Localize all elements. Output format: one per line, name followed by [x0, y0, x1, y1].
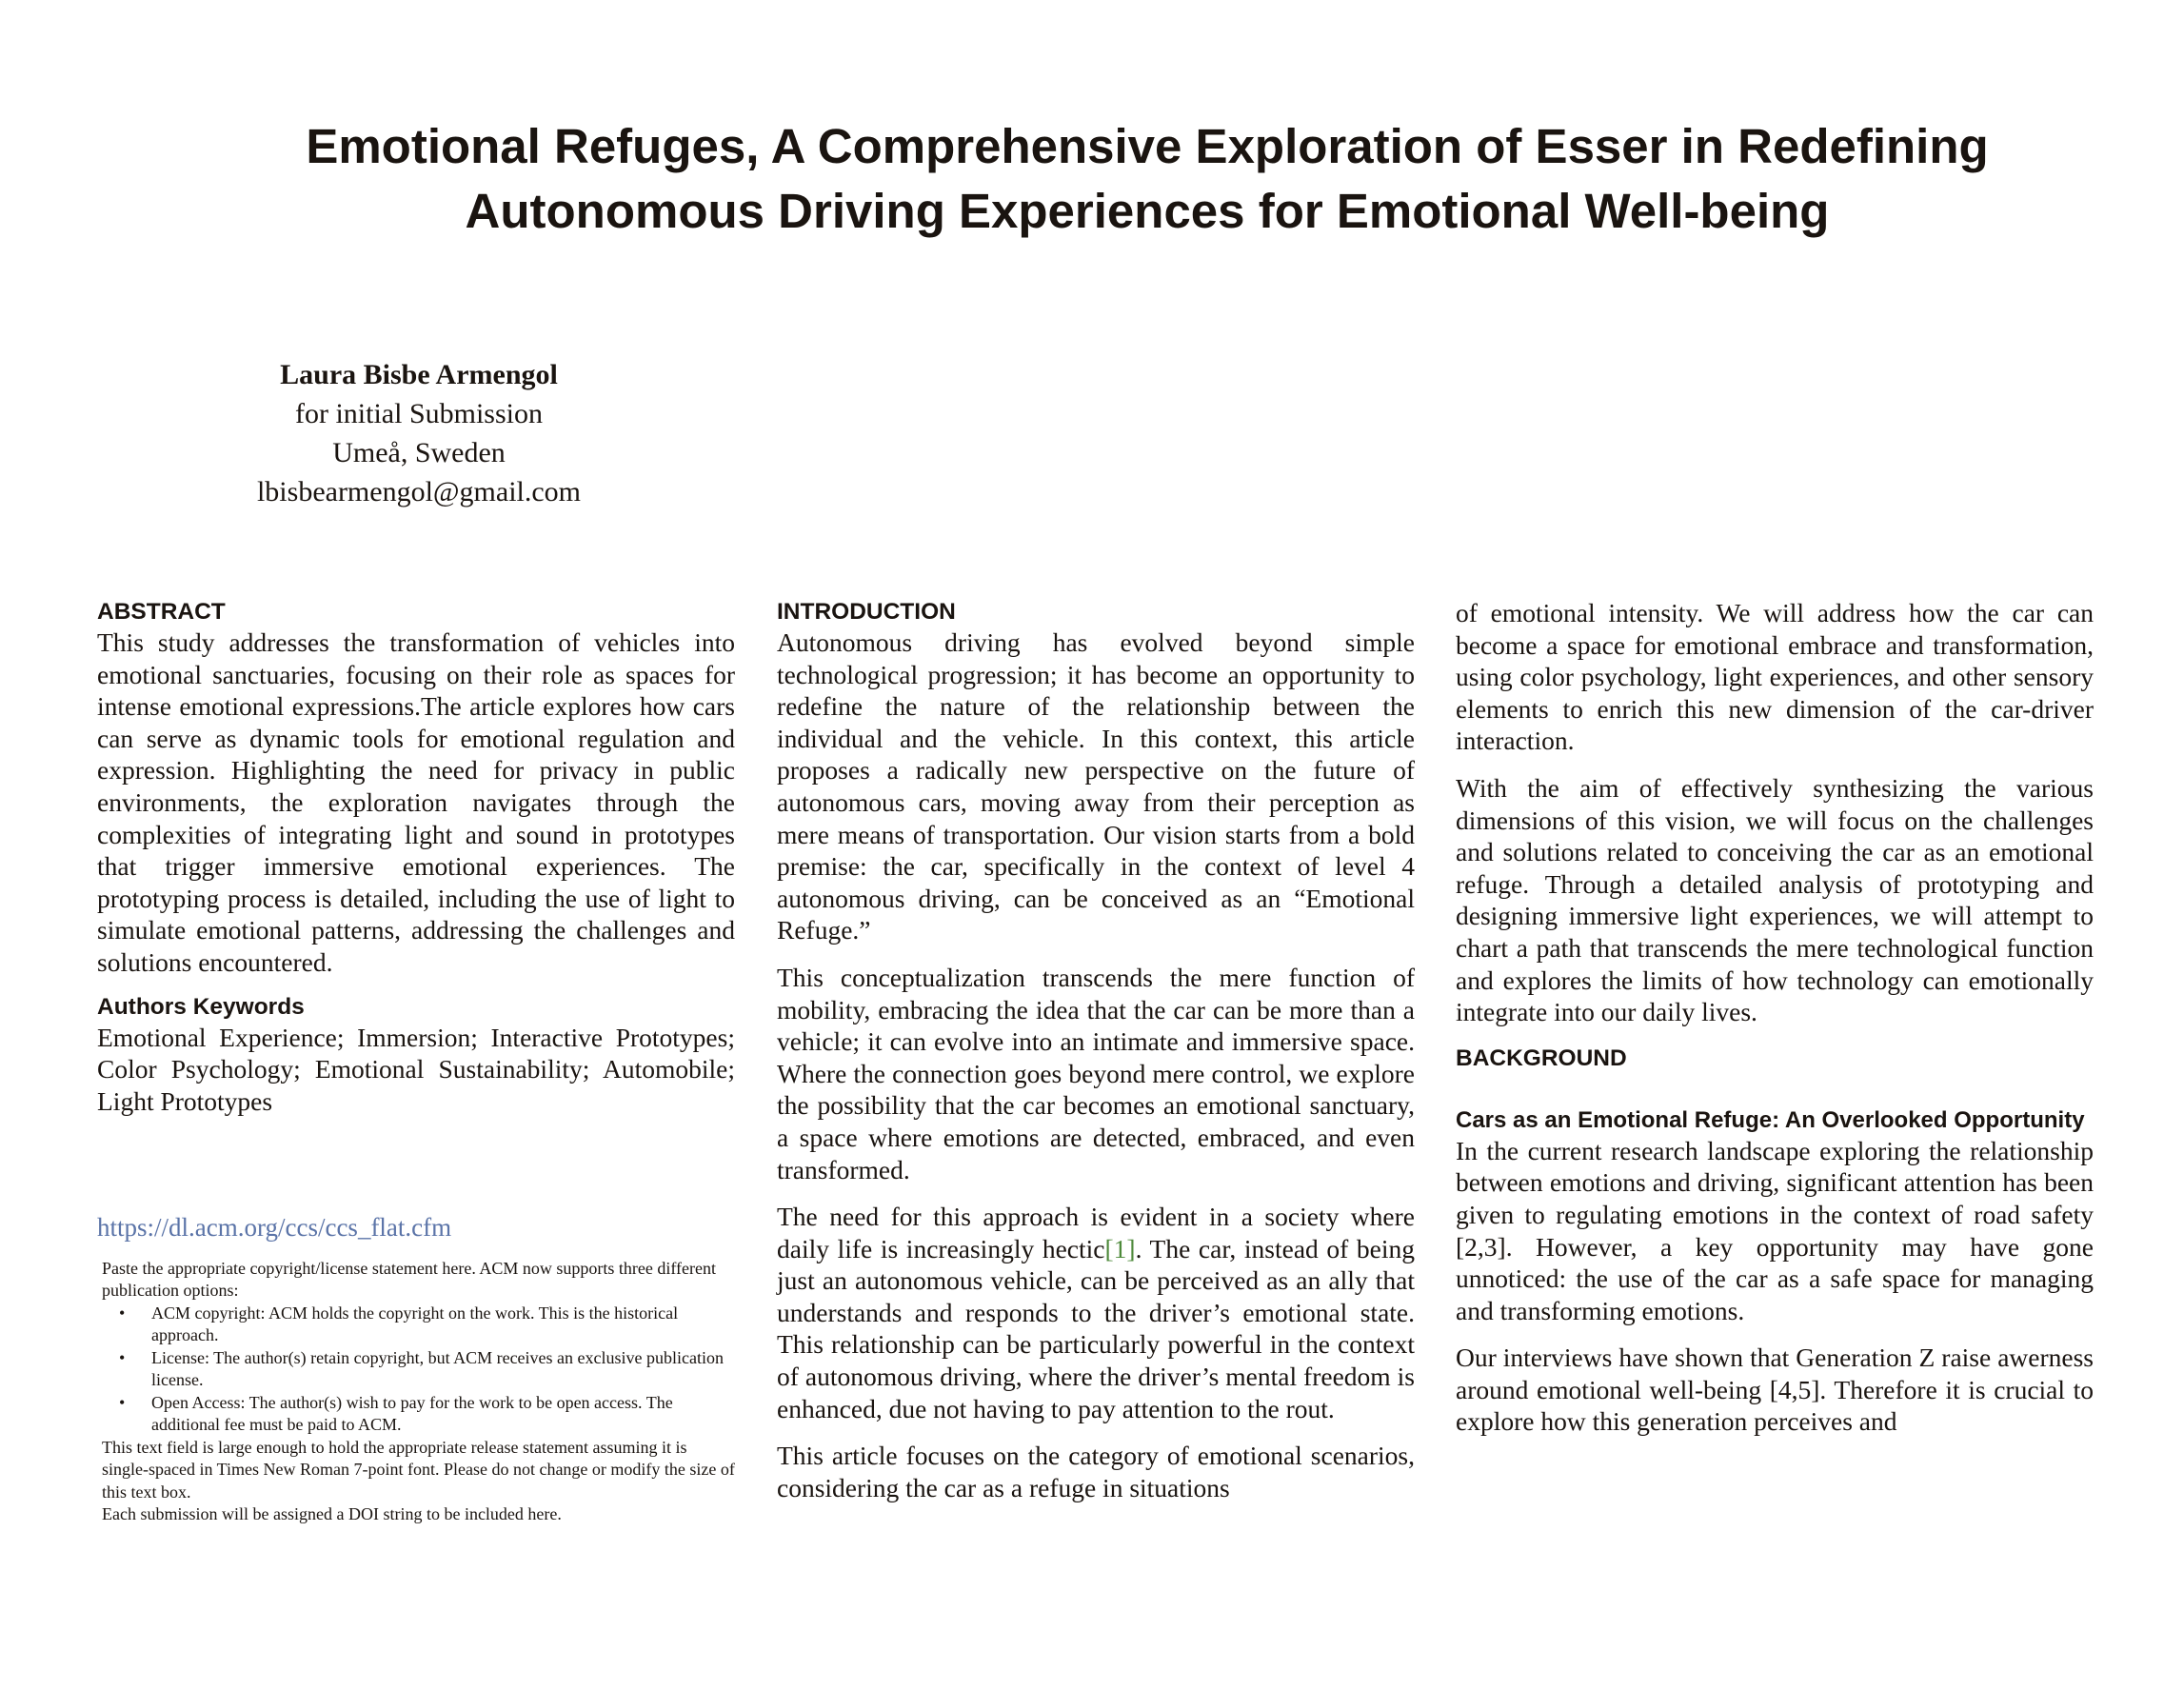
- doi-note: Each submission will be assigned a DOI string to be included here.: [102, 1504, 562, 1524]
- citation-link[interactable]: [1]: [1104, 1233, 1136, 1263]
- intro-paragraph-3: [777, 1201, 1415, 1424]
- copyright-note: This text field is large enough to hold the appropriate release statement assuming it is single-spaced in Times New Roman 7-point font. Please do not change or modify the size of this text box.: [102, 1437, 735, 1502]
- background-subheading: Cars as an Emotional Refuge: An Overlooked Opportunity: [1456, 1106, 2085, 1133]
- intro-paragraph-2: This conceptualization transcends the mere function of mobility, embracing the idea that the car can be more than a vehicle; it can evolve into an intimate and immersive space. Where the connection goes beyond mere control, we explore the possibility that the car becomes an emotional sanctuary, a space where emotions are detected, embraced, and even transformed.: [777, 962, 1415, 1184]
- title-line-1: Emotional Refuges, A Comprehensive Exploration of Esser in Redefining: [306, 119, 1989, 173]
- middle-column: [777, 597, 1415, 1503]
- intro-paragraph-3-start: The need for this approach is evident in a society where daily life is increasingly hectic: [777, 1202, 1415, 1263]
- copyright-options: [102, 1303, 735, 1437]
- intro-paragraph-3-end: . The car, instead of being just an autonomous vehicle, can be perceived as an ally that understands and responds to the driver’s emotional state. This relationship can be particularly powerful in the context of autonomous driving, where the driver’s mental freedom is enhanced, due not having to pay attention to the rout.: [777, 1233, 1416, 1423]
- copyright-box: [97, 1258, 735, 1526]
- background-paragraph-2: Our interviews have shown that Generation Z raise awerness around emotional well-being [4,5]. Therefore it is crucial to explore how this generation perceives and: [1456, 1343, 2094, 1437]
- ccs-link[interactable]: https://dl.acm.org/ccs/ccs_flat.cfm: [97, 1213, 452, 1243]
- background-heading: BACKGROUND: [1456, 1044, 1627, 1071]
- author-name: Laura Bisbe Armengol: [280, 359, 558, 390]
- author-email[interactable]: lbisbearmengol@gmail.com: [256, 476, 582, 507]
- author-block: [171, 355, 666, 511]
- abstract-text: This study addresses the transformation of vehicles into emotional sanctuaries, focusing on their role as spaces for intense emotional expressions.The article explores how cars can serve as dynamic tools for emotional regulation and expression. Highlighting the need for privacy in public environments, the exploration navigates through the complexities of integrating light and sound in prototypes that trigger immersive emotional experiences. The prototyping process is detailed, including the use of light to simulate emotional patterns, addressing the challenges and solutions encountered.: [97, 627, 735, 977]
- copyright-option: • ACM copyright: ACM holds the copyright on the work. This is the historical approach.: [151, 1303, 735, 1347]
- copyright-option: • License: The author(s) retain copyright, but ACM receives an exclusive publication license.: [151, 1347, 735, 1392]
- synthesis-paragraph: With the aim of effectively synthesizing the various dimensions of this vision, we will focus on the challenges and solutions related to conceiving the car as an emotional refuge. Through a detailed analysis of prototyping and designing immersive light experiences, we will attempt to chart a path that transcends the mere technological function and explores the limits of how technology can emotionally integrate into our daily lives.: [1456, 772, 2094, 1027]
- background-paragraph-1: In the current research landscape exploring the relationship between emotions and driving, significant attention has been given to regulating emotions in the context of road safety [2,3]. However, a key opportunity may have gone unnoticed: the use of the car as a safe space for managing and transforming emotions.: [1456, 1135, 2094, 1325]
- author-location: Umeå, Sweden: [332, 437, 506, 468]
- intro-paragraph-4: This article focuses on the category of emotional scenarios, considering the car as a refuge in situations: [777, 1441, 1415, 1502]
- keywords-text: Emotional Experience; Immersion; Interactive Prototypes; Color Psychology; Emotional Sustainability; Automobile; Light Prototypes: [97, 1022, 735, 1116]
- continued-paragraph: of emotional intensity. We will address how the car can become a space for emotional embrace and transformation, using color psychology, light experiences, and other sensory elements to enrich this new dimension of the car-driver interaction.: [1456, 598, 2094, 756]
- intro-paragraph-1: Autonomous driving has evolved beyond simple technological progression; it has become an opportunity to redefine the nature of the relationship between the individual and the vehicle. In this context, this article proposes a radically new perspective on the future of autonomous cars, moving away from their perception as mere means of transportation. Our vision starts from a bold premise: the car, specifically in the context of level 4 autonomous driving, can be conceived as an “Emotional Refuge.”: [777, 627, 1415, 945]
- copyright-intro: Paste the appropriate copyright/license statement here. ACM now supports three different publication options:: [102, 1258, 716, 1301]
- introduction-heading: INTRODUCTION: [777, 599, 956, 625]
- right-column: [1456, 597, 2094, 1438]
- author-affiliation: for initial Submission: [294, 398, 543, 429]
- copyright-option: • Open Access: The author(s) wish to pay for the work to be open access. The additional fee must be paid to ACM.: [151, 1392, 735, 1437]
- title-line-2: Autonomous Driving Experiences for Emotional Well-being: [465, 184, 1830, 238]
- keywords-heading: Authors Keywords: [97, 993, 305, 1020]
- abstract-heading: ABSTRACT: [97, 599, 226, 625]
- paper-title: [171, 114, 2123, 244]
- left-column: [97, 597, 735, 1526]
